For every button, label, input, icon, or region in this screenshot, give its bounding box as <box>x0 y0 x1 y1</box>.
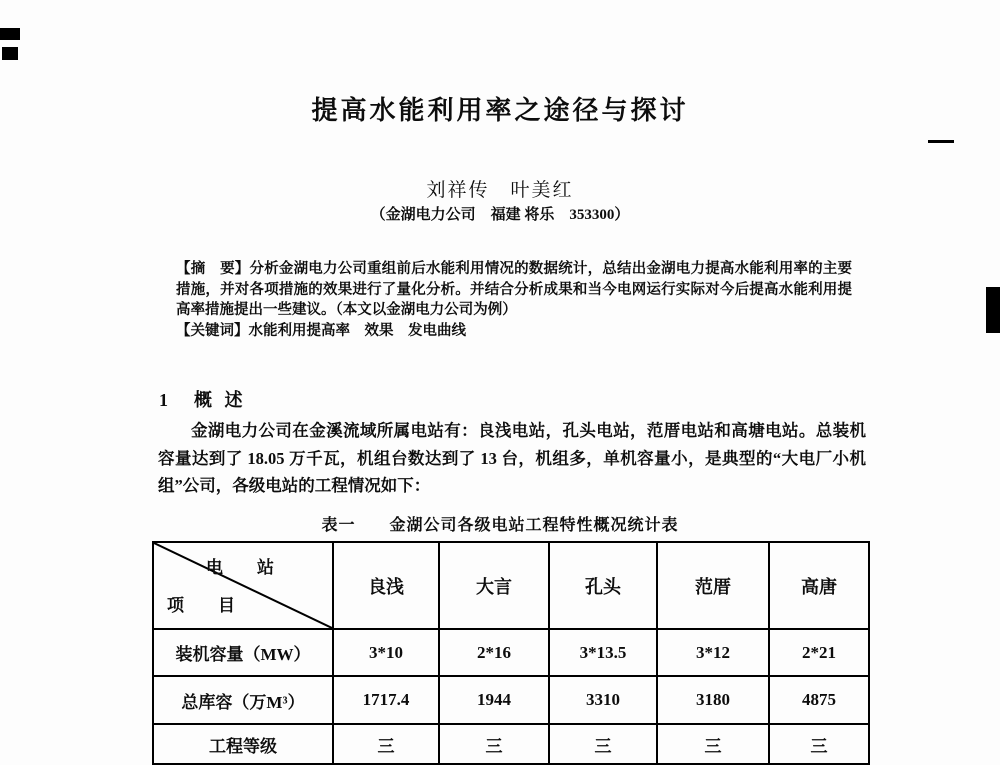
keywords-label: 【关键词】 <box>176 322 249 339</box>
table-cell: 1717.4 <box>333 676 439 724</box>
table-cell: 2*21 <box>769 629 869 676</box>
table-cell: 三 <box>549 724 657 764</box>
table-row-installed-capacity <box>153 629 869 676</box>
table-cell: 3*12 <box>657 629 769 676</box>
abstract-paragraph <box>176 259 852 321</box>
table-caption: 表一 金湖公司各级电站工程特性概况统计表 <box>321 517 679 534</box>
scan-artifact-right-dash <box>928 140 954 143</box>
table-cell: 三 <box>657 724 769 764</box>
section-1-heading: 1 概 述 <box>159 390 247 410</box>
table-cell: 三 <box>769 724 869 764</box>
section-1-paragraph: 金湖电力公司在金溪流域所属电站有：良浅电站，孔头电站，范厝电站和高塘电站。总装机容量达到了 18.05 万千瓦，机组台数达到了 13 台，机组多，单机容量小，是典型的“大电厂小机组”公司，各级电站的工程情况如下： <box>158 421 866 495</box>
authors-line: 刘祥传 叶美红 <box>426 180 574 201</box>
column-header-station-1: 良浅 <box>333 542 439 629</box>
column-header-station-3: 孔头 <box>549 542 657 629</box>
table-cell: 三 <box>333 724 439 764</box>
abstract-text: 分析金湖电力公司重组前后水能利用情况的数据统计，总结出金湖电力提高水能利用率的主要措施，并对各项措施的效果进行了量化分析。并结合分析成果和当今电网运行实际对今后提高水能利用提高率措施提出一些建议。（本文以金湖电力公司为例） <box>176 261 852 318</box>
table-cell: 2*16 <box>439 629 549 676</box>
keywords-paragraph <box>176 321 852 342</box>
diagonal-header-station-label: 电 站 <box>206 558 274 577</box>
station-characteristics-table <box>152 541 870 765</box>
table-header-row <box>153 542 869 629</box>
table-cell: 1944 <box>439 676 549 724</box>
scan-artifact-top-left-2 <box>2 47 18 60</box>
abstract-section <box>176 259 852 341</box>
row-label-project-grade: 工程等级 <box>153 724 333 764</box>
table-row-total-storage <box>153 676 869 724</box>
table-cell: 3180 <box>657 676 769 724</box>
row-label-installed-capacity: 装机容量（MW） <box>153 629 333 676</box>
table-cell: 4875 <box>769 676 869 724</box>
scan-artifact-right-bar <box>986 287 1000 333</box>
diagonal-header-cell <box>153 542 333 629</box>
paper-title: 提高水能利用率之途径与探讨 <box>311 96 689 125</box>
table-cell: 三 <box>439 724 549 764</box>
column-header-station-2: 大言 <box>439 542 549 629</box>
table-row-project-grade <box>153 724 869 764</box>
diagonal-header-item-label: 项 目 <box>167 596 235 615</box>
keywords-text: 水能利用提高率 效果 发电曲线 <box>248 322 466 339</box>
column-header-station-5: 高唐 <box>769 542 869 629</box>
abstract-label: 【摘 要】 <box>176 261 250 277</box>
row-label-total-storage: 总库容（万M³） <box>153 676 333 724</box>
table-cell: 3*13.5 <box>549 629 657 676</box>
affiliation-line: （金湖电力公司 福建 将乐 353300） <box>370 207 630 223</box>
scan-artifact-top-left-1 <box>0 28 20 40</box>
table-cell: 3310 <box>549 676 657 724</box>
table-cell: 3*10 <box>333 629 439 676</box>
column-header-station-4: 范厝 <box>657 542 769 629</box>
